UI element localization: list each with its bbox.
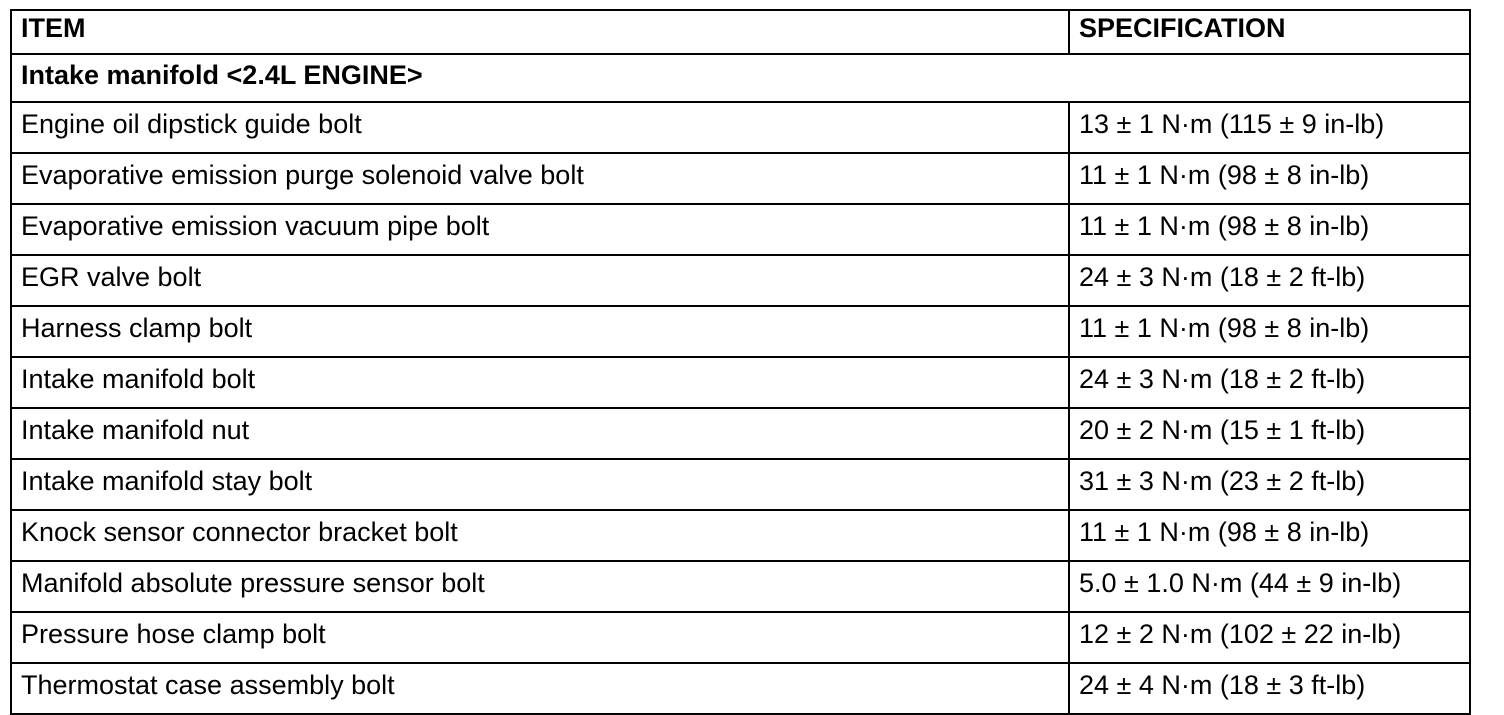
item-cell: Evaporative emission purge solenoid valve bolt <box>11 153 1069 204</box>
table-row <box>11 306 1470 357</box>
item-cell: Harness clamp bolt <box>11 306 1069 357</box>
item-cell: Intake manifold nut <box>11 408 1069 459</box>
column-header-item: ITEM <box>11 10 1069 54</box>
torque-spec-table <box>10 9 1471 715</box>
table-row <box>11 612 1470 663</box>
specification-cell: 12 ± 2 N·m (102 ± 22 in-lb) <box>1069 612 1470 663</box>
specification-cell: 31 ± 3 N·m (23 ± 2 ft-lb) <box>1069 459 1470 510</box>
item-cell: Intake manifold bolt <box>11 357 1069 408</box>
specification-cell: 5.0 ± 1.0 N·m (44 ± 9 in-lb) <box>1069 561 1470 612</box>
column-header-specification: SPECIFICATION <box>1069 10 1470 54</box>
specification-cell: 11 ± 1 N·m (98 ± 8 in-lb) <box>1069 306 1470 357</box>
table-row <box>11 153 1470 204</box>
specification-cell: 11 ± 1 N·m (98 ± 8 in-lb) <box>1069 153 1470 204</box>
specification-cell: 11 ± 1 N·m (98 ± 8 in-lb) <box>1069 204 1470 255</box>
table-row <box>11 357 1470 408</box>
table-header-row <box>11 10 1470 54</box>
item-cell: Thermostat case assembly bolt <box>11 663 1069 714</box>
table-row <box>11 102 1470 153</box>
item-cell: Manifold absolute pressure sensor bolt <box>11 561 1069 612</box>
item-cell: Intake manifold stay bolt <box>11 459 1069 510</box>
section-row <box>11 54 1470 102</box>
specification-cell: 24 ± 3 N·m (18 ± 2 ft-lb) <box>1069 255 1470 306</box>
specification-cell: 24 ± 4 N·m (18 ± 3 ft-lb) <box>1069 663 1470 714</box>
table-row <box>11 204 1470 255</box>
table-row <box>11 255 1470 306</box>
table-row <box>11 459 1470 510</box>
specification-cell: 13 ± 1 N·m (115 ± 9 in-lb) <box>1069 102 1470 153</box>
table-row <box>11 408 1470 459</box>
specification-cell: 11 ± 1 N·m (98 ± 8 in-lb) <box>1069 510 1470 561</box>
item-cell: Pressure hose clamp bolt <box>11 612 1069 663</box>
item-cell: Knock sensor connector bracket bolt <box>11 510 1069 561</box>
specification-cell: 20 ± 2 N·m (15 ± 1 ft-lb) <box>1069 408 1470 459</box>
section-title: Intake manifold <2.4L ENGINE> <box>11 54 1470 102</box>
table-row <box>11 663 1470 714</box>
table-row <box>11 510 1470 561</box>
item-cell: Engine oil dipstick guide bolt <box>11 102 1069 153</box>
table-row <box>11 561 1470 612</box>
table-body <box>11 10 1470 714</box>
item-cell: EGR valve bolt <box>11 255 1069 306</box>
item-cell: Evaporative emission vacuum pipe bolt <box>11 204 1069 255</box>
specification-cell: 24 ± 3 N·m (18 ± 2 ft-lb) <box>1069 357 1470 408</box>
